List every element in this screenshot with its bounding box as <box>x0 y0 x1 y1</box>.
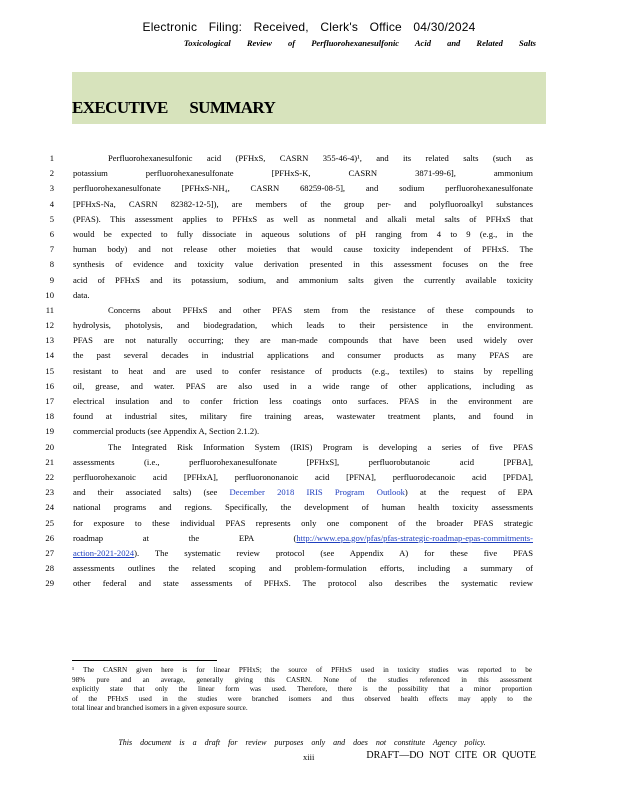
draft-notice: DRAFT—DO NOT CITE OR QUOTE <box>366 750 536 761</box>
line-number: 27 <box>45 547 54 558</box>
filing-stamp: Electronic Filing: Received, Clerk's Office 04/30/2024 <box>142 20 476 34</box>
footnote-line: ¹ The CASRN given here is for linear PFHxS; the source of PFHxS used in toxicity studies was reported to be <box>72 666 532 674</box>
text-line <box>40 576 560 591</box>
line-text: other federal and state assessments of PFHxS. The protocol also describes the systematic review <box>73 578 533 589</box>
hyperlink[interactable]: action-2021-2024 <box>73 547 135 558</box>
line-text: resistant to heat and are used to confer resistance of products (e.g., textiles) to stains by repelling <box>73 365 533 376</box>
line-number: 14 <box>45 350 54 361</box>
line-text: would be expected to fully dissociate in aqueous solutions of pH ranging from 4 to 9 (e.g., in the <box>73 228 533 239</box>
line-text: Concerns about PFHxS and other PFAS stem from the resistance of these compounds to <box>108 304 533 315</box>
line-number: 15 <box>45 365 54 376</box>
text-line <box>40 273 560 288</box>
line-number: 18 <box>45 411 54 422</box>
footnote-line: of the PFHxS used in the studies were branched isomers and thus observed health effects may apply to the <box>72 694 532 703</box>
line-number: 3 <box>49 183 54 194</box>
draft-disclaimer: This document is a draft for review purposes only and does not constitute Agency policy. <box>118 738 486 747</box>
hyperlink[interactable]: http://www.epa.gov/pfas/pfas-strategic-roadmap-epas-commitments- <box>296 532 533 543</box>
line-number: 7 <box>49 244 54 255</box>
line-number: 10 <box>45 289 54 300</box>
text-line <box>40 318 560 333</box>
line-number: 1 <box>49 153 54 163</box>
line-text: perfluorohexanesulfonate [PFHxS-NH₄, CASRN 68259-08-5], and sodium perfluorohexanesulfonate <box>73 183 533 194</box>
line-number: 29 <box>45 578 54 589</box>
line-text: assessments outlines the related scoping and problem-formulation efforts, including a summary of <box>73 563 533 574</box>
line-number: 26 <box>45 532 54 543</box>
line-text: acid of PFHxS and its potassium, sodium, and ammonium salts given the currently available toxicity <box>73 274 533 285</box>
line-number: 24 <box>45 502 54 513</box>
text-line <box>40 303 560 318</box>
line-text: synthesis of evidence and toxicity value derivation presented in this assessment focuses on the free <box>73 259 533 270</box>
text-line <box>40 242 560 257</box>
line-number: 21 <box>45 456 54 467</box>
text-line <box>40 485 560 500</box>
line-text: data. <box>73 289 90 300</box>
line-number: 16 <box>45 380 54 391</box>
line-text: the past several decades in industrial applications and consumer products as many PFAS are <box>73 350 533 361</box>
line-text: perfluorohexanoic acid [PFHxA], perfluorononanoic acid [PFNA], perfluorodecanoic acid [PFDA], <box>73 471 533 482</box>
text-line <box>40 288 560 303</box>
text-line <box>40 257 560 272</box>
text-line <box>40 166 560 181</box>
line-number: 23 <box>45 487 54 498</box>
line-number: 13 <box>45 335 54 346</box>
line-text: (PFAS). This assessment applies to PFHxS as well as nonmetal and alkali metal salts of PFHxS that <box>73 213 533 224</box>
text-line <box>40 455 560 470</box>
line-number: 22 <box>45 471 54 482</box>
text-line <box>40 546 560 561</box>
line-text: national programs and regions. Specifically, the development of human health toxicity assessments <box>73 502 533 513</box>
line-number: 11 <box>45 304 54 315</box>
line-text: for exposure to these individual PFAS represents only one component of the broader PFAS strategic <box>73 517 533 528</box>
line-number: 20 <box>45 441 54 452</box>
text-line <box>40 197 560 212</box>
line-number: 6 <box>49 228 54 239</box>
footnote-line: explicitly state that only the linear form was used. Therefore, there is the possibility that a minor proportion <box>72 685 532 694</box>
running-title: Toxicological Review of Perfluorohexanesulfonic Acid and Related Salts <box>183 38 536 48</box>
line-text: oil, grease, and water. PFAS are also used in a wide range of other applications, including as <box>73 380 533 391</box>
section-banner <box>72 72 546 124</box>
line-text: action-2021-2024). The systematic review protocol (see Appendix A) for these five PFAS <box>73 547 533 558</box>
section-title: EXECUTIVE SUMMARY <box>72 98 276 117</box>
line-number: 25 <box>45 517 54 528</box>
line-text: hydrolysis, photolysis, and biodegradation, which leads to their persistence in the environment. <box>73 320 533 331</box>
text-line <box>40 500 560 515</box>
line-text: and their associated salts) (see December 2018 IRIS Program Outlook) at the request of EPA <box>73 487 533 498</box>
footnote-rule <box>72 660 217 661</box>
text-line <box>40 470 560 485</box>
line-number: 2 <box>49 168 54 179</box>
line-text: The Integrated Risk Information System (IRIS) Program is developing a series of five PFAS <box>108 441 533 452</box>
footnote-line: 98% pure and an average, generally giving this CASRN. None of the studies referenced in this assessment <box>72 675 532 684</box>
hyperlink[interactable]: December 2018 IRIS Program Outlook <box>229 487 405 498</box>
text-line <box>40 227 560 242</box>
line-number: 12 <box>45 320 54 331</box>
text-line <box>40 409 560 424</box>
footnote-line: total linear and branched isomers in a given exposure source. <box>72 704 248 713</box>
text-line <box>40 394 560 409</box>
line-number: 19 <box>45 426 54 437</box>
text-line <box>40 212 560 227</box>
line-text: [PFHxS-Na, CASRN 82382-12-5]), are members of the group per- and polyfluoroalkyl substances <box>73 198 533 209</box>
line-text: found at industrial sites, military fire training areas, wastewater treatment plants, and found in <box>73 411 533 422</box>
text-line <box>40 561 560 576</box>
line-number: 17 <box>45 396 54 406</box>
line-text: roadmap at the EPA (http://www.epa.gov/pfas/pfas-strategic-roadmap-epas-commitments- <box>73 532 533 543</box>
line-text: electrical insulation and to confer friction less coatings onto surfaces. PFAS in the environment are <box>73 396 533 406</box>
text-line <box>40 379 560 394</box>
page-number: xiii <box>303 752 315 762</box>
line-text: PFAS are not naturally occurring; they are man-made compounds that have been used widely over <box>73 335 533 346</box>
line-text: potassium perfluorohexanesulfonate [PFHxS-K, CASRN 3871-99-6], ammonium <box>73 168 533 179</box>
text-line <box>40 364 560 379</box>
line-number: 8 <box>49 259 54 270</box>
text-line <box>40 181 560 196</box>
line-text: commercial products (see Appendix A, Section 2.1.2). <box>73 426 260 437</box>
line-text: Perfluorohexanesulfonic acid (PFHxS, CASRN 355-46-4)¹, and its related salts (such as <box>108 153 533 163</box>
line-text: human body) and not release other moieties that would cause toxicity independent of PFHxS. The <box>73 244 533 255</box>
text-line <box>40 531 560 546</box>
text-line <box>40 333 560 348</box>
text-line <box>40 424 560 439</box>
text-line <box>40 516 560 531</box>
line-number: 9 <box>49 274 54 285</box>
text-line <box>40 151 560 166</box>
text-line <box>40 440 560 455</box>
text-line <box>40 348 560 363</box>
line-number: 4 <box>49 198 54 209</box>
footnote <box>72 666 532 714</box>
body-text <box>40 151 560 591</box>
line-text: assessments (i.e., perfluorohexanesulfonate [PFHxS], perfluorobutanoic acid [PFBA], <box>73 456 533 467</box>
line-number: 28 <box>45 563 54 574</box>
line-number: 5 <box>49 213 54 224</box>
